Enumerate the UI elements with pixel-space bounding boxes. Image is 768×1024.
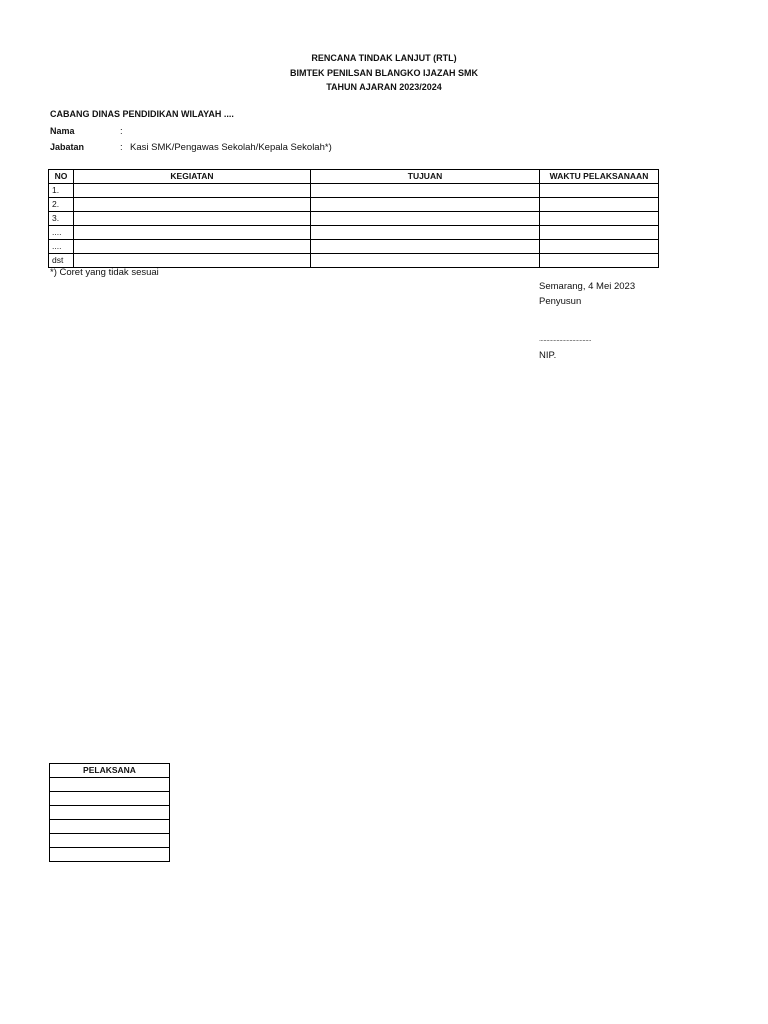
- table-row: [49, 226, 659, 240]
- jabatan-colon: :: [120, 142, 123, 153]
- tujuan-cell: [311, 212, 540, 226]
- table-row: [49, 198, 659, 212]
- kegiatan-cell: [74, 198, 311, 212]
- row-number: dst: [49, 254, 74, 268]
- row-number: ....: [49, 240, 74, 254]
- col-header-kegiatan: KEGIATAN: [74, 170, 311, 184]
- row-number: 3.: [49, 212, 74, 226]
- pelaksana-cell: [50, 792, 170, 806]
- kegiatan-cell: [74, 184, 311, 198]
- kegiatan-cell: [74, 240, 311, 254]
- tujuan-cell: [311, 240, 540, 254]
- table-row: [50, 806, 170, 820]
- waktu-cell: [540, 240, 659, 254]
- waktu-cell: [540, 212, 659, 226]
- col-header-tujuan: TUJUAN: [311, 170, 540, 184]
- footnote: *) Coret yang tidak sesuai: [50, 267, 159, 278]
- signature-line: ....................................: [539, 336, 592, 343]
- waktu-cell: [540, 254, 659, 268]
- tujuan-cell: [311, 198, 540, 212]
- waktu-cell: [540, 226, 659, 240]
- pelaksana-header-row: [50, 764, 170, 778]
- jabatan-value: Kasi SMK/Pengawas Sekolah/Kepala Sekolah*): [130, 142, 332, 153]
- signer-role: Penyusun: [539, 296, 582, 307]
- tujuan-cell: [311, 254, 540, 268]
- kegiatan-cell: [74, 254, 311, 268]
- pelaksana-cell: [50, 834, 170, 848]
- col-header-no: NO: [49, 170, 74, 184]
- place-date: Semarang, 4 Mei 2023: [539, 281, 636, 292]
- waktu-cell: [540, 184, 659, 198]
- table-row: [50, 792, 170, 806]
- pelaksana-cell: [50, 820, 170, 834]
- row-number: 2.: [49, 198, 74, 212]
- table-row: [49, 212, 659, 226]
- table-row: [49, 184, 659, 198]
- pelaksana-header: PELAKSANA: [50, 764, 170, 778]
- table-row: [50, 848, 170, 862]
- jabatan-label: Jabatan: [50, 142, 85, 152]
- table-header-row: [49, 170, 659, 184]
- tujuan-cell: [311, 226, 540, 240]
- pelaksana-cell: [50, 778, 170, 792]
- table-row: [50, 834, 170, 848]
- pelaksana-table: [49, 763, 170, 862]
- rtl-table: [48, 169, 659, 268]
- kegiatan-cell: [74, 212, 311, 226]
- table-row: [49, 254, 659, 268]
- col-header-waktu: WAKTU PELAKSANAAN: [540, 170, 659, 184]
- cabang-dinas-label: CABANG DINAS PENDIDIKAN WILAYAH ....: [50, 109, 234, 119]
- doc-title-line2: BIMTEK PENILSAN BLANGKO IJAZAH SMK: [289, 68, 478, 78]
- nip-label: NIP.: [539, 350, 557, 361]
- table-row: [50, 820, 170, 834]
- nama-colon: :: [120, 126, 123, 137]
- waktu-cell: [540, 198, 659, 212]
- doc-title-line3: TAHUN AJARAN 2023/2024: [326, 82, 442, 92]
- tujuan-cell: [311, 184, 540, 198]
- row-number: 1.: [49, 184, 74, 198]
- table-row: [50, 778, 170, 792]
- row-number: ....: [49, 226, 74, 240]
- table-row: [49, 240, 659, 254]
- pelaksana-cell: [50, 848, 170, 862]
- nama-label: Nama: [50, 126, 75, 136]
- pelaksana-cell: [50, 806, 170, 820]
- kegiatan-cell: [74, 226, 311, 240]
- doc-title-line1: RENCANA TINDAK LANJUT (RTL): [311, 53, 457, 63]
